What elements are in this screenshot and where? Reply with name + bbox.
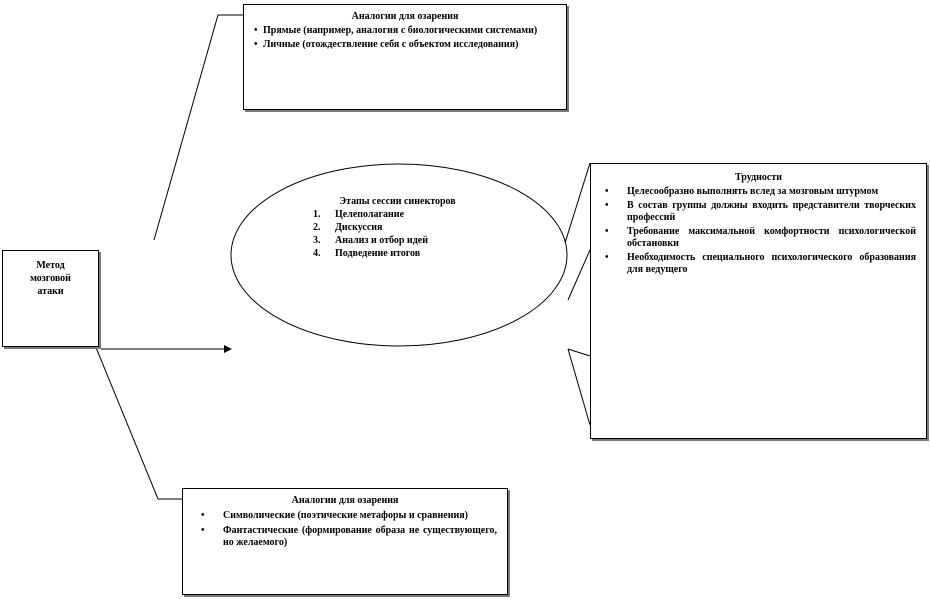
top-analogies-box (243, 4, 567, 110)
top-analogies-list (254, 25, 556, 51)
list-item (601, 252, 916, 276)
connector-to-bottom-analogies (95, 345, 182, 499)
stage-number: 3. (313, 235, 321, 246)
stage-number: 4. (313, 248, 321, 259)
list-item (601, 200, 916, 224)
list-item (313, 247, 495, 260)
callout-line-lower (568, 349, 590, 425)
stage-label: Подведение итогов (335, 248, 421, 259)
callout-line-bottom (568, 349, 590, 356)
stage-label: Анализ и отбор идей (335, 235, 428, 246)
list-item (601, 226, 916, 250)
method-line-3: атаки (37, 286, 64, 297)
list-item (313, 221, 495, 234)
stage-number: 2. (313, 222, 321, 233)
top-analogies-item-2: Личные (отождествление себя с объектом исследования) (263, 39, 519, 50)
difficulties-title: Трудности (734, 172, 783, 183)
bullet-icon: • (605, 200, 609, 211)
bullet-icon: • (605, 252, 609, 263)
list-item (313, 234, 495, 247)
stages-list (295, 208, 495, 260)
bottom-analogies-item-1: Символические (поэтические метафоры и сравнения) (223, 510, 468, 521)
difficulties-item-2: В состав группы должны входить представители творческих профессий (627, 200, 916, 223)
stages-content (295, 195, 495, 260)
list-item (193, 510, 497, 522)
bullet-icon: • (605, 226, 609, 237)
method-box (2, 250, 99, 347)
method-line-1: Метод (36, 260, 65, 271)
bottom-analogies-box (182, 488, 508, 595)
difficulties-box (590, 163, 927, 439)
bullet-icon: • (605, 186, 609, 197)
connector-to-top-analogies (154, 15, 243, 240)
difficulties-list (601, 186, 916, 276)
stages-title: Этапы сессии синекторов (339, 196, 456, 207)
difficulties-item-3: Требование максимальной комфортности психологической обстановки (627, 226, 916, 249)
bottom-analogies-item-2: Фантастические (формирование образа не существующего, но желаемого) (223, 525, 497, 548)
bottom-analogies-title: Аналогии для озарения (291, 495, 399, 506)
stage-number: 1. (313, 209, 321, 220)
bullet-icon: • (201, 525, 205, 536)
method-line-2: мозговой (30, 273, 71, 284)
list-item (193, 525, 497, 549)
callout-line-middle (568, 250, 590, 300)
top-analogies-item-1: Прямые (например, аналогия с биологическими системами) (263, 25, 538, 36)
bullet-icon: • (254, 25, 258, 36)
list-item (254, 39, 556, 51)
list-item (601, 186, 916, 198)
stage-label: Дискуссия (335, 222, 383, 233)
stage-label: Целеполагание (335, 209, 405, 220)
bullet-icon: • (201, 510, 205, 521)
bottom-analogies-list (193, 510, 497, 549)
list-item (254, 25, 556, 37)
top-analogies-title: Аналогии для озарения (351, 11, 459, 22)
bullet-icon: • (254, 39, 258, 50)
difficulties-item-4: Необходимость специального психологического образования для ведущего (627, 252, 916, 275)
difficulties-item-1: Целесообразно выполнять вслед за мозговым штурмом (627, 186, 879, 197)
list-item (313, 208, 495, 221)
callout-line-top (565, 163, 590, 243)
